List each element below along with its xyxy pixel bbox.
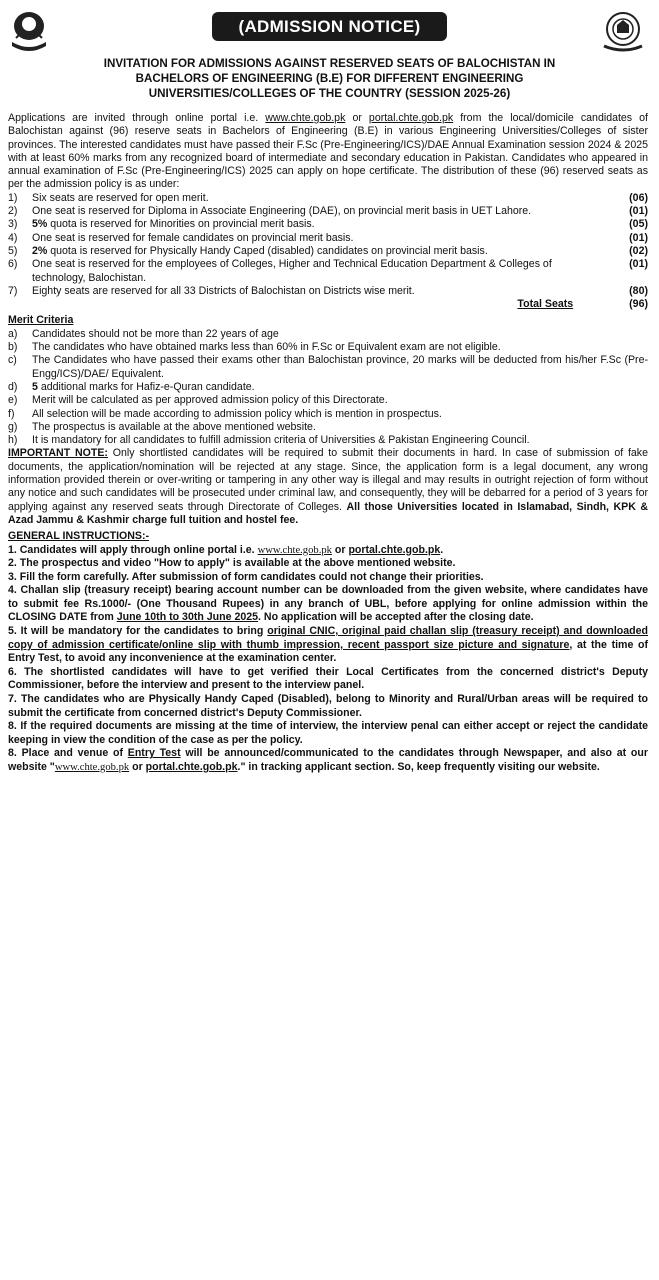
seat-item-text (32, 232, 608, 245)
total-seats-count: (96) (629, 298, 648, 311)
instruction-8b-entry-test: Entry Test (127, 747, 181, 760)
intro-or: or (352, 112, 362, 124)
seat-item-text (32, 285, 608, 298)
intro-link-portal[interactable]: portal.chte.gob.pk (368, 112, 454, 124)
merit-item-description: The Candidates who have passed their exams other than Balochistan province, 20 marks will be deducted from his/her F.Sc (Pre-Engg/ICS)/DAE/ Equivalent. (32, 354, 648, 380)
instruction-4-end: . No application will be accepted after the closing date. (258, 611, 534, 624)
seat-item-count: (02) (629, 244, 648, 257)
merit-item-letter: f) (8, 407, 15, 420)
instruction-5-end: , at the time of Entry Test, to avoid any inconvenience at the examination center. (8, 638, 648, 665)
merit-item-letter: g) (8, 420, 18, 433)
seat-item-bold: 2% (32, 244, 48, 257)
banner-container (0, 12, 659, 41)
seat-item (8, 218, 648, 231)
merit-item (8, 328, 648, 341)
instruction-5-documents: original CNIC, original paid challan slip (treasury receipt) and downloaded copy of admission certificate/online slip with thumb impression, recent passport size picture and signature (8, 625, 648, 651)
instruction-1-link-portal[interactable]: portal.chte.gob.pk (348, 543, 441, 556)
seat-item (8, 192, 648, 205)
merit-item-description: All selection will be made according to admission policy which is mention in prospectus. (32, 407, 442, 420)
merit-item-text (32, 421, 648, 434)
instruction-5 (8, 625, 648, 666)
seat-item-description: Eighty seats are reserved for all 33 Districts of Balochistan on Districts wise merit. (32, 284, 415, 297)
seat-item-number: 6) (8, 258, 18, 271)
important-note-text: Only shortlisted candidates will be required to submit their documents in hard. In case of submission of fake documents, the application/nomination will be rejected at any stage. Since, the application form is a legal document, any wrong information provided therein or over-writing or tampering in any other way is illegal and may results in outright rejection of form without any notice and such candidates will be prosecuted under criminal law, and consequently, they will be debarred for a period of 3 years for applying against any reserved seats through Directorate of Colleges. (8, 447, 648, 513)
notice-body (8, 112, 648, 775)
seat-item-text (32, 218, 608, 231)
seat-item-number: 5) (8, 244, 18, 257)
instruction-8b-link-portal[interactable]: portal.chte.gob.pk (145, 761, 238, 773)
seat-item-count: (01) (629, 231, 648, 244)
seat-item (8, 232, 648, 245)
instruction-8b-end: ." in tracking applicant section. So, keep frequently visiting our website. (237, 761, 600, 773)
seat-item-text (32, 205, 608, 218)
seat-item (8, 205, 648, 218)
admission-notice-banner: (ADMISSION NOTICE) (212, 12, 446, 41)
total-seats-row (8, 298, 648, 311)
heading-line-1: INVITATION FOR ADMISSIONS AGAINST RESERVED SEATS OF BALOCHISTAN IN (103, 57, 556, 70)
seat-item-text (32, 258, 608, 285)
seat-item-bold: 5% (32, 218, 48, 231)
merit-item-letter: c) (8, 354, 17, 367)
merit-item-description: additional marks for Hafiz-e-Quran candidate. (37, 380, 255, 393)
merit-item (8, 354, 648, 381)
merit-item-letter: h) (8, 434, 18, 447)
total-seats-label: Total Seats (517, 298, 574, 311)
seat-item-text (32, 192, 608, 205)
instruction-3: 3. Fill the form carefully. After submission of form candidates could not change their priorities. (8, 570, 484, 583)
seat-item (8, 258, 648, 285)
seat-item (8, 285, 648, 298)
merit-item (8, 421, 648, 434)
instruction-1-end: . (440, 543, 444, 556)
general-instructions-title: GENERAL INSTRUCTIONS:- (8, 530, 150, 543)
intro-text-2: from the local/domicile candidates of Balochistan against (96) reserve seats in Bachelors of Engineering (B.E) in various Engineering Universities/Colleges of sister provinces. The interested candidates must have passed their F.Sc (Pre-Engineering/ICS)/DAE Annual Examination session 2024 & 2025 with at least 60% marks from any recognized board of intermediate and secondary education in Pakistan. Candidates who appeared in annual examination of F.Sc (Pre-Engineering/ICS) 2025 can apply on hope certificate. The distribution of these (96) reserved seats as per the admission policy is as under: (8, 112, 648, 191)
instruction-1 (8, 544, 648, 558)
instruction-1-or: or (334, 543, 346, 556)
merit-item-text (32, 341, 648, 354)
instruction-8a: 8. If the required documents are missing at the time of interview, the interview penal can either accept or reject the candidate keeping in view the condition of the case as per the policy. (8, 720, 648, 746)
merit-item (8, 394, 648, 407)
seat-item-number: 3) (8, 218, 18, 231)
seat-item-count: (01) (629, 205, 648, 218)
seat-item-description: One seat is reserved for female candidates on provincial merit basis. (32, 231, 354, 244)
seat-item-text (32, 245, 608, 258)
seat-item-description: quota is reserved for Minorities on provincial merit basis. (47, 218, 315, 231)
instruction-6: 6. The shortlisted candidates will have to get verified their Local Certificates from the concerned district's Deputy Commissioner, before the interview and present to the interview panel. (8, 665, 648, 692)
instruction-7: 7. The candidates who are Physically Handy Caped (Disabled), belong to Minority and Rural/Urban areas will be required to submit the certificate from concerned district's Deputy Commissioner. (8, 693, 648, 719)
instruction-8b-text: 8. Place and venue of (8, 747, 123, 760)
merit-item-description: Candidates should not be more than 22 years of age (32, 327, 279, 340)
intro-paragraph (8, 112, 648, 192)
merit-criteria-list (8, 328, 648, 448)
seat-distribution-list (8, 192, 648, 298)
heading-line-3: UNIVERSITIES/COLLEGES OF THE COUNTRY (SESSION 2025-26) (148, 87, 511, 100)
merit-item-description: The candidates who have obtained marks less than 60% in F.Sc or Equivalent exam are not eligible. (32, 341, 501, 354)
instruction-4-text: 4. Challan slip (treasury receipt) bearing account number can be downloaded from the given website, where candidates have to submit fee Rs.1000/- (One Thousand Rupees) in any branch of UBL, before applying for online admission within the (8, 584, 648, 610)
notice-heading (30, 56, 629, 101)
merit-item-text (32, 434, 648, 447)
important-note-bold-text: All those Universities located in Islamabad, Sindh, KPK & Azad Jammu & Kashmir charge full tuition and hostel fee. (8, 500, 648, 526)
merit-item (8, 381, 648, 394)
merit-item (8, 341, 648, 354)
instruction-1-link-website[interactable]: www.chte.gob.pk (257, 544, 332, 556)
merit-item-text (32, 408, 648, 421)
merit-item-letter: a) (8, 327, 18, 340)
instruction-8b-text-2: will be announced/communicated to the candidates through Newspaper, and also at our website " (8, 747, 648, 773)
important-note-label: IMPORTANT NOTE: (8, 447, 108, 460)
seat-item-description: quota is reserved for Physically Handy Caped (disabled) candidates on provincial merit basis. (47, 244, 488, 257)
seat-item-count: (05) (629, 218, 648, 231)
instruction-4 (8, 584, 648, 625)
merit-item-text (32, 354, 648, 381)
merit-item-letter: e) (8, 394, 18, 407)
seat-item-number: 7) (8, 284, 18, 297)
merit-item-text (32, 394, 648, 407)
important-note-paragraph (8, 447, 648, 527)
merit-item-text (32, 381, 648, 394)
instruction-4-dates: June 10th to 30th June 2025 (116, 611, 259, 624)
instruction-8b-or: or (132, 761, 143, 773)
instruction-4-from: from (90, 611, 114, 624)
seat-item-count: (06) (629, 191, 648, 204)
merit-criteria-title: Merit Criteria (8, 314, 74, 327)
seat-item-description: One seat is reserved for the employees of Colleges, Higher and Technical Education Department & Colleges of technology, Balochistan. (32, 258, 552, 284)
instruction-8b (8, 747, 648, 774)
heading-line-2: BACHELORS OF ENGINEERING (B.E) FOR DIFFERENT ENGINEERING (135, 72, 524, 85)
intro-text-1: Applications are invited through online portal i.e. (8, 112, 259, 124)
seat-item-description: Six seats are reserved for open merit. (32, 191, 209, 204)
instruction-1-text: 1. Candidates will apply through online portal i.e. (8, 543, 255, 556)
seat-item-number: 4) (8, 231, 18, 244)
merit-item-letter: d) (8, 380, 18, 393)
merit-item-description: It is mandatory for all candidates to fulfill admission criteria of Universities & Pakistan Engineering Council. (32, 434, 530, 447)
seat-item-count: (01) (629, 258, 648, 271)
merit-item-description: The prospectus is available at the above mentioned website. (32, 420, 316, 433)
intro-link-website[interactable]: www.chte.gob.pk (265, 112, 346, 124)
seat-item-number: 2) (8, 205, 18, 218)
merit-item (8, 434, 648, 447)
seat-item-description: One seat is reserved for Diploma in Associate Engineering (DAE), on provincial merit basis in UET Lahore. (32, 205, 532, 218)
seat-item-number: 1) (8, 191, 18, 204)
merit-item-text (32, 328, 648, 341)
merit-item-bold: 5 (32, 380, 38, 393)
instruction-2: 2. The prospectus and video "How to apply" is available at the above mentioned website. (8, 557, 456, 570)
merit-item-description: Merit will be calculated as per approved admission policy of this Directorate. (32, 394, 388, 407)
seat-item-count: (80) (629, 284, 648, 297)
instruction-5-text: 5. It will be mandatory for the candidates to bring (8, 625, 264, 638)
instruction-8b-link-website[interactable]: www.chte.gob.pk (54, 762, 130, 773)
merit-item (8, 408, 648, 421)
instruction-4-closing-date: CLOSING DATE (8, 611, 88, 624)
merit-item-letter: b) (8, 341, 18, 354)
seat-item (8, 245, 648, 258)
